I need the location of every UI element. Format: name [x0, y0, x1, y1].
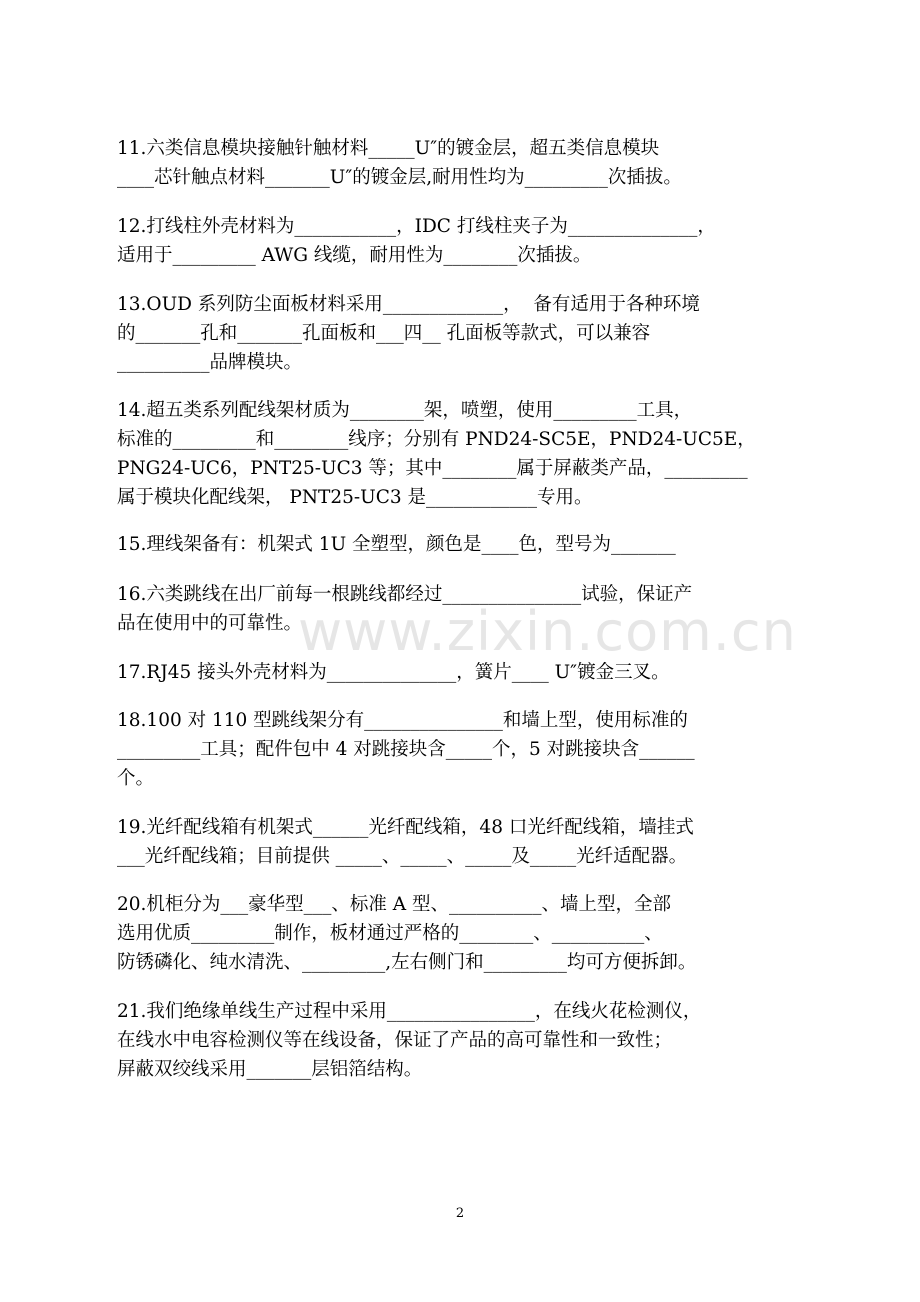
question-line: 20.机柜分为___豪华型___、标准 A 型、__________、墙上型，全部 — [117, 894, 672, 915]
question-line: 21.我们绝缘单线生产过程中采用________________，在线火花检测仪， — [117, 1001, 702, 1022]
question-line: 防锈磷化、纯水清洗、_________,左右侧门和_________均可方便拆卸。 — [117, 952, 697, 973]
question-line: 16.六类跳线在出厂前每一根跳线都经过_______________试验，保证产 — [117, 584, 693, 605]
question-line: ____芯针触点材料_______U″的镀金层,耐用性均为_________次插拔。 — [117, 167, 682, 188]
question-line: 属于模块化配线架， PNT25-UC3 是____________专用。 — [117, 487, 593, 508]
question-line: 14.超五类系列配线架材质为________架，喷塑，使用_________工具， — [117, 400, 693, 421]
question-line: 12.打线柱外壳材料为___________，IDC 打线柱夹子为______________， — [117, 216, 716, 237]
question-line: 18.100 对 110 型跳线架分有_______________和墙上型，使用标准的 — [117, 710, 688, 731]
question-line: ___光纤配线箱；目前提供 _____、_____、_____及_____光纤适配器。 — [117, 846, 688, 867]
question-line: 在线水中电容检测仪等在线设备，保证了产品的高可靠性和一致性； — [117, 1030, 673, 1051]
question-line: __________品牌模块。 — [117, 352, 303, 373]
watermark: www.zixin.com.cn — [298, 600, 797, 663]
question-line: _________工具；配件包中 4 对跳接块含_____个，5 对跳接块含______ — [117, 739, 695, 760]
page-number: 2 — [455, 1206, 465, 1221]
question-line: 的_______孔和_______孔面板和___四__ 孔面板等款式，可以兼容 — [117, 323, 651, 344]
question-line: 适用于_________ AWG 线缆，耐用性为________次插拔。 — [117, 245, 592, 266]
question-line: 选用优质_________制作，板材通过严格的________、__________、 — [117, 923, 663, 944]
question-line: 17.RJ45 接头外壳材料为______________，簧片____ U″镀金三叉。 — [117, 662, 670, 683]
question-line: 19.光纤配线箱有机架式______光纤配线箱，48 口光纤配线箱，墙挂式 — [117, 817, 694, 838]
question-line: 个。 — [117, 768, 155, 789]
question-line: 屏蔽双绞线采用_______层铝箔结构。 — [117, 1059, 423, 1080]
question-line: 品在使用中的可靠性。 — [117, 613, 303, 634]
question-line: 13.OUD 系列防尘面板材料采用_____________， 备有适用于各种环境 — [117, 294, 700, 315]
question-line: 标准的_________和________线序；分别有 PND24-SC5E，PND24-UC5E， — [117, 429, 756, 450]
question-line: 15.理线架备有：机架式 1U 全塑型，颜色是____色，型号为_______ — [117, 534, 676, 555]
question-line: 11.六类信息模块接触针触材料_____U″的镀金层，超五类信息模块 — [117, 138, 660, 159]
question-line: PNG24-UC6，PNT25-UC3 等；其中________属于屏蔽类产品，_________ — [117, 458, 748, 479]
